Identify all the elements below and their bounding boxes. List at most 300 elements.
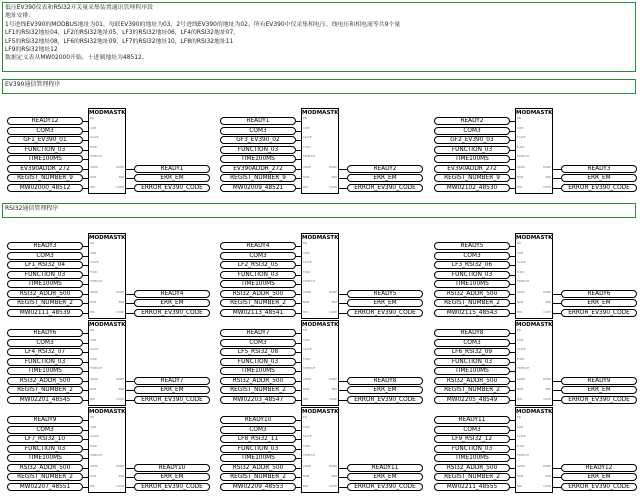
input-pin-label: FUNC bbox=[303, 444, 311, 448]
input-variable[interactable]: REGIST_NUMBER_2 bbox=[434, 473, 510, 481]
output-wire bbox=[126, 381, 134, 382]
output-wire bbox=[339, 390, 347, 391]
input-variable[interactable]: COM3 bbox=[434, 252, 510, 260]
input-wire bbox=[296, 371, 301, 372]
output-pin-label: DONE bbox=[116, 290, 124, 294]
output-variable[interactable]: ERROR_EV390_CODE bbox=[561, 483, 637, 491]
input-wire bbox=[510, 449, 515, 450]
input-variable[interactable]: REGIST_NUMBER_9 bbox=[434, 174, 510, 182]
function-block-body[interactable] bbox=[301, 108, 339, 194]
description-line: 低压EV390仪表和RSI32开关量采集装置通讯管理程序段 bbox=[5, 5, 153, 11]
output-variable[interactable]: ERROR_EV390_CODE bbox=[134, 483, 210, 491]
function-block-body[interactable] bbox=[515, 233, 553, 319]
output-pin-label: ERR bbox=[331, 300, 337, 304]
input-variable[interactable]: READY7 bbox=[220, 329, 296, 337]
input-pin-label: MW bbox=[90, 484, 95, 488]
input-pin-label: COM bbox=[517, 338, 524, 342]
output-variable[interactable]: ERR_EM bbox=[347, 174, 423, 182]
output-wire bbox=[339, 188, 347, 189]
input-wire bbox=[83, 188, 88, 189]
input-wire bbox=[510, 159, 515, 160]
input-pin-label: TIMEOUT bbox=[303, 279, 316, 283]
input-variable[interactable]: REGIST_NUMBER_2 bbox=[7, 299, 83, 307]
input-variable[interactable]: LF8_RSI32_11 bbox=[220, 435, 296, 443]
input-pin-label: SLAVE bbox=[90, 135, 99, 139]
input-wire bbox=[83, 159, 88, 160]
input-pin-label: FUNC bbox=[517, 444, 525, 448]
input-variable[interactable]: RSI32_ADDR_500 bbox=[7, 464, 83, 472]
input-variable[interactable]: REGIST_NUMBER_2 bbox=[220, 473, 296, 481]
input-pin-label: ADDR bbox=[90, 464, 98, 468]
input-pin-label: MW bbox=[517, 484, 522, 488]
input-variable[interactable]: COM3 bbox=[220, 426, 296, 434]
input-variable[interactable]: TIME100MS bbox=[7, 155, 83, 163]
input-wire bbox=[83, 131, 88, 132]
input-pin-label: SLAVE bbox=[517, 434, 526, 438]
input-variable[interactable]: REGIST_NUMBER_9 bbox=[220, 174, 296, 182]
input-variable[interactable]: FUNCTION_03 bbox=[220, 271, 296, 279]
input-variable[interactable]: COM3 bbox=[220, 252, 296, 260]
output-variable[interactable]: ERROR_EV390_CODE bbox=[347, 396, 423, 404]
input-variable[interactable]: FUNCTION_03 bbox=[7, 271, 83, 279]
input-wire bbox=[510, 275, 515, 276]
output-variable[interactable]: READY5 bbox=[347, 290, 423, 298]
input-variable[interactable]: READY9 bbox=[7, 416, 83, 424]
input-variable[interactable]: MW02201_48545 bbox=[7, 396, 83, 404]
input-variable[interactable]: RSI32_ADDR_500 bbox=[434, 464, 510, 472]
output-pin-label: CODE bbox=[543, 310, 551, 314]
input-pin-label: FUNC bbox=[90, 270, 98, 274]
output-wire bbox=[126, 390, 134, 391]
output-pin-label: CODE bbox=[329, 484, 337, 488]
input-pin-label: FUNC bbox=[517, 270, 525, 274]
input-variable[interactable]: EV390ADDR_272 bbox=[220, 165, 296, 173]
input-variable[interactable]: MW02205_48549 bbox=[434, 396, 510, 404]
section-ev390-comment[interactable] bbox=[2, 79, 636, 94]
input-variable[interactable]: READY4 bbox=[220, 242, 296, 250]
input-variable[interactable]: COM3 bbox=[434, 127, 510, 135]
input-variable[interactable]: READY8 bbox=[434, 329, 510, 337]
input-variable[interactable]: READY12 bbox=[7, 117, 83, 125]
input-wire bbox=[296, 430, 301, 431]
input-variable[interactable]: REGIST_NUMBER_2 bbox=[220, 386, 296, 394]
input-variable[interactable]: READY3 bbox=[7, 242, 83, 250]
input-variable[interactable]: COM3 bbox=[434, 339, 510, 347]
function-block-title: MODMASTK bbox=[89, 409, 126, 415]
input-variable[interactable]: REGIST_NUMBER_2 bbox=[434, 299, 510, 307]
input-variable[interactable]: LF2_RSI32_05 bbox=[220, 261, 296, 269]
input-variable[interactable]: MW02009_48521 bbox=[220, 184, 296, 192]
input-variable[interactable]: LF3_RSI32_06 bbox=[434, 261, 510, 269]
input-variable[interactable]: MW02111_48539 bbox=[7, 309, 83, 317]
output-variable[interactable]: ERR_EM bbox=[347, 386, 423, 394]
description-line: LF5的RSI32地址08，LF6的RSI32地址09，LF7的RSI32地址10，LF8的RSI32地址11 bbox=[5, 38, 234, 45]
input-pin-label: TIMEOUT bbox=[517, 453, 530, 457]
input-pin-label: NUM bbox=[517, 300, 524, 304]
output-variable[interactable]: READY8 bbox=[347, 377, 423, 385]
input-pin-label: SLAVE bbox=[90, 347, 99, 351]
input-variable[interactable]: RSI32_ADDR_500 bbox=[220, 290, 296, 298]
output-pin-label: CODE bbox=[116, 484, 124, 488]
output-pin-label: DONE bbox=[543, 377, 551, 381]
output-wire bbox=[553, 487, 561, 488]
input-wire bbox=[83, 430, 88, 431]
output-wire bbox=[126, 313, 134, 314]
input-wire bbox=[296, 169, 301, 170]
input-variable[interactable]: TIME100MS bbox=[434, 454, 510, 462]
function-block-title: MODMASTK bbox=[302, 110, 339, 116]
input-variable[interactable]: TIME100MS bbox=[220, 155, 296, 163]
input-pin-label: NUM bbox=[90, 300, 97, 304]
input-wire bbox=[510, 487, 515, 488]
input-variable[interactable]: READY10 bbox=[220, 416, 296, 424]
output-wire bbox=[553, 294, 561, 295]
section-rsi32-label: RSI32通信管理程序 bbox=[5, 205, 59, 212]
input-wire bbox=[296, 246, 301, 247]
input-wire bbox=[296, 178, 301, 179]
output-variable[interactable]: ERROR_EV390_CODE bbox=[561, 396, 637, 404]
output-variable[interactable]: ERR_EM bbox=[561, 174, 637, 182]
section-ev390-label: EV390通信管理程序 bbox=[5, 81, 61, 88]
function-block-body[interactable] bbox=[515, 407, 553, 493]
input-pin-label: TIMEOUT bbox=[303, 154, 316, 158]
input-wire bbox=[83, 265, 88, 266]
output-variable[interactable]: ERR_EM bbox=[134, 299, 210, 307]
output-variable[interactable]: ERR_EM bbox=[134, 386, 210, 394]
input-pin-label: MW bbox=[303, 484, 308, 488]
input-wire bbox=[510, 477, 515, 478]
output-variable[interactable]: ERROR_EV390_CODE bbox=[347, 309, 423, 317]
input-variable[interactable]: FUNCTION_03 bbox=[7, 445, 83, 453]
input-pin-label: TIMEOUT bbox=[303, 453, 316, 457]
function-block-body[interactable] bbox=[88, 320, 126, 406]
input-wire bbox=[510, 333, 515, 334]
input-variable[interactable]: EV390ADDR_272 bbox=[434, 165, 510, 173]
input-wire bbox=[83, 294, 88, 295]
input-variable[interactable]: COM3 bbox=[220, 339, 296, 347]
function-block-body[interactable] bbox=[301, 320, 339, 406]
input-pin-label: EN bbox=[517, 415, 521, 419]
input-wire bbox=[510, 265, 515, 266]
output-pin-label: ERR bbox=[118, 300, 124, 304]
input-pin-label: SLAVE bbox=[517, 135, 526, 139]
input-wire bbox=[296, 420, 301, 421]
input-variable[interactable]: FUNCTION_03 bbox=[434, 271, 510, 279]
input-pin-label: SLAVE bbox=[303, 135, 312, 139]
output-pin-label: ERR bbox=[118, 175, 124, 179]
input-variable[interactable]: REGIST_NUMBER_2 bbox=[220, 299, 296, 307]
input-pin-label: FUNC bbox=[90, 357, 98, 361]
input-variable[interactable]: TIME100MS bbox=[220, 454, 296, 462]
output-pin-label: DONE bbox=[116, 464, 124, 468]
input-wire bbox=[296, 390, 301, 391]
output-variable[interactable]: READY4 bbox=[134, 290, 210, 298]
input-pin-label: TIMEOUT bbox=[90, 366, 103, 370]
input-wire bbox=[83, 458, 88, 459]
description-line: LF9的RSI32地址12 bbox=[5, 47, 58, 54]
function-block-title: MODMASTK bbox=[302, 409, 339, 415]
output-variable[interactable]: ERR_EM bbox=[347, 473, 423, 481]
input-wire bbox=[510, 343, 515, 344]
input-wire bbox=[83, 303, 88, 304]
input-pin-label: EN bbox=[90, 328, 94, 332]
input-pin-label: MW bbox=[303, 185, 308, 189]
input-wire bbox=[510, 256, 515, 257]
output-variable[interactable]: READY1 bbox=[134, 165, 210, 173]
input-variable[interactable]: MW02115_48543 bbox=[434, 309, 510, 317]
input-variable[interactable]: MW02102_48530 bbox=[434, 184, 510, 192]
input-pin-label: NUM bbox=[303, 175, 310, 179]
input-variable[interactable]: LF4_RSI32_07 bbox=[7, 348, 83, 356]
input-pin-label: ADDR bbox=[517, 165, 525, 169]
description-line: 1号进线EV390的MODBUS地址为01、母联EV390的地址为03、2号进线EV390的地址为02。所有EV390中仅采集相电压、线电压和相电流等共9个量 bbox=[5, 21, 401, 28]
input-variable[interactable]: COM3 bbox=[220, 127, 296, 135]
input-wire bbox=[83, 439, 88, 440]
output-variable[interactable]: READY10 bbox=[134, 464, 210, 472]
input-variable[interactable]: TIME100MS bbox=[7, 454, 83, 462]
output-variable[interactable]: ERR_EM bbox=[134, 174, 210, 182]
input-pin-label: FUNC bbox=[90, 444, 98, 448]
output-variable[interactable]: ERR_EM bbox=[134, 473, 210, 481]
input-pin-label: ADDR bbox=[517, 464, 525, 468]
function-block-title: MODMASTK bbox=[302, 322, 339, 328]
input-pin-label: MW bbox=[303, 397, 308, 401]
input-variable[interactable]: TIME100MS bbox=[7, 367, 83, 375]
input-variable[interactable]: REGIST_NUMBER_9 bbox=[7, 174, 83, 182]
input-pin-label: COM bbox=[90, 425, 97, 429]
output-variable[interactable]: ERROR_EV390_CODE bbox=[561, 184, 637, 192]
output-wire bbox=[553, 169, 561, 170]
input-variable[interactable]: REGIST_NUMBER_2 bbox=[7, 386, 83, 394]
input-variable[interactable]: FUNCTION_03 bbox=[434, 358, 510, 366]
input-wire bbox=[510, 352, 515, 353]
output-variable[interactable]: READY9 bbox=[561, 377, 637, 385]
description-line: 地址安排： bbox=[5, 13, 35, 20]
input-variable[interactable]: TIME100MS bbox=[434, 155, 510, 163]
input-wire bbox=[83, 400, 88, 401]
input-variable[interactable]: RSI32_ADDR_500 bbox=[7, 290, 83, 298]
input-variable[interactable]: GF1_EV390_01 bbox=[7, 136, 83, 144]
input-variable[interactable]: LF6_RSI32_09 bbox=[434, 348, 510, 356]
input-wire bbox=[296, 449, 301, 450]
input-wire bbox=[83, 343, 88, 344]
input-variable[interactable]: READY1 bbox=[220, 117, 296, 125]
section-rsi32-comment[interactable] bbox=[2, 203, 636, 218]
input-variable[interactable]: MW02113_48541 bbox=[220, 309, 296, 317]
input-pin-label: MW bbox=[517, 185, 522, 189]
output-pin-label: CODE bbox=[116, 397, 124, 401]
input-variable[interactable]: COM3 bbox=[7, 252, 83, 260]
input-wire bbox=[83, 449, 88, 450]
output-variable[interactable]: READY6 bbox=[561, 290, 637, 298]
input-pin-label: ADDR bbox=[517, 290, 525, 294]
input-wire bbox=[296, 256, 301, 257]
input-variable[interactable]: FUNCTION_03 bbox=[7, 146, 83, 154]
function-block-body[interactable] bbox=[301, 233, 339, 319]
input-pin-label: TIMEOUT bbox=[90, 154, 103, 158]
input-variable[interactable]: TIME100MS bbox=[434, 280, 510, 288]
input-variable[interactable]: MW02207_48551 bbox=[7, 483, 83, 491]
input-variable[interactable]: MW02209_48553 bbox=[220, 483, 296, 491]
output-pin-label: ERR bbox=[331, 387, 337, 391]
input-variable[interactable]: READY5 bbox=[434, 242, 510, 250]
function-block-body[interactable] bbox=[88, 233, 126, 319]
input-pin-label: ADDR bbox=[517, 377, 525, 381]
input-wire bbox=[296, 400, 301, 401]
input-variable[interactable]: FUNCTION_03 bbox=[434, 445, 510, 453]
output-variable[interactable]: READY7 bbox=[134, 377, 210, 385]
output-variable[interactable]: ERROR_EV390_CODE bbox=[134, 184, 210, 192]
input-variable[interactable]: RSI32_ADDR_500 bbox=[434, 377, 510, 385]
input-wire bbox=[296, 284, 301, 285]
function-block-title: MODMASTK bbox=[89, 322, 126, 328]
input-variable[interactable]: GF3_EV390_02 bbox=[220, 136, 296, 144]
input-wire bbox=[296, 343, 301, 344]
input-variable[interactable]: LF7_RSI32_10 bbox=[7, 435, 83, 443]
input-variable[interactable]: RSI32_ADDR_500 bbox=[7, 377, 83, 385]
input-variable[interactable]: RSI32_ADDR_500 bbox=[434, 290, 510, 298]
output-pin-label: ERR bbox=[331, 474, 337, 478]
output-variable[interactable]: ERR_EM bbox=[347, 299, 423, 307]
input-wire bbox=[83, 487, 88, 488]
input-variable[interactable]: MW02203_48547 bbox=[220, 396, 296, 404]
input-wire bbox=[296, 477, 301, 478]
input-pin-label: NUM bbox=[517, 474, 524, 478]
input-wire bbox=[83, 150, 88, 151]
input-wire bbox=[510, 246, 515, 247]
input-wire bbox=[83, 121, 88, 122]
output-variable[interactable]: READY11 bbox=[347, 464, 423, 472]
output-wire bbox=[126, 188, 134, 189]
output-wire bbox=[339, 303, 347, 304]
input-pin-label: TIMEOUT bbox=[90, 279, 103, 283]
input-variable[interactable]: REGIST_NUMBER_2 bbox=[434, 386, 510, 394]
input-pin-label: ADDR bbox=[303, 290, 311, 294]
output-variable[interactable]: ERROR_EV390_CODE bbox=[134, 309, 210, 317]
input-wire bbox=[510, 468, 515, 469]
output-wire bbox=[553, 303, 561, 304]
output-pin-label: DONE bbox=[329, 165, 337, 169]
input-pin-label: NUM bbox=[517, 387, 524, 391]
input-wire bbox=[510, 294, 515, 295]
input-variable[interactable]: MW02000_48512 bbox=[7, 184, 83, 192]
input-variable[interactable]: COM3 bbox=[7, 426, 83, 434]
input-variable[interactable]: LF5_RSI32_08 bbox=[220, 348, 296, 356]
input-pin-label: SLAVE bbox=[303, 260, 312, 264]
input-wire bbox=[296, 121, 301, 122]
input-pin-label: SLAVE bbox=[90, 260, 99, 264]
function-block-body[interactable] bbox=[88, 407, 126, 493]
output-wire bbox=[553, 188, 561, 189]
input-wire bbox=[510, 303, 515, 304]
input-variable[interactable]: RSI32_ADDR_500 bbox=[220, 377, 296, 385]
input-variable[interactable]: TIME100MS bbox=[220, 367, 296, 375]
output-pin-label: DONE bbox=[116, 165, 124, 169]
input-variable[interactable]: FUNCTION_03 bbox=[220, 146, 296, 154]
output-variable[interactable]: ERR_EM bbox=[561, 386, 637, 394]
output-variable[interactable]: ERROR_EV390_CODE bbox=[561, 309, 637, 317]
output-wire bbox=[126, 169, 134, 170]
input-pin-label: NUM bbox=[303, 387, 310, 391]
output-pin-label: DONE bbox=[543, 464, 551, 468]
output-variable[interactable]: ERROR_EV390_CODE bbox=[347, 483, 423, 491]
input-wire bbox=[296, 188, 301, 189]
input-pin-label: MW bbox=[90, 310, 95, 314]
input-pin-label: COM bbox=[303, 425, 310, 429]
input-variable[interactable]: COM3 bbox=[7, 127, 83, 135]
output-variable[interactable]: READY3 bbox=[561, 165, 637, 173]
input-wire bbox=[510, 362, 515, 363]
output-wire bbox=[339, 381, 347, 382]
input-wire bbox=[83, 390, 88, 391]
input-variable[interactable]: RSI32_ADDR_500 bbox=[220, 464, 296, 472]
output-wire bbox=[339, 178, 347, 179]
input-variable[interactable]: TIME100MS bbox=[7, 280, 83, 288]
input-variable[interactable]: FUNCTION_03 bbox=[7, 358, 83, 366]
input-pin-label: EN bbox=[517, 328, 521, 332]
input-variable[interactable]: MW02211_48555 bbox=[434, 483, 510, 491]
input-wire bbox=[83, 178, 88, 179]
function-block-body[interactable] bbox=[515, 320, 553, 406]
input-variable[interactable]: READY2 bbox=[434, 117, 510, 125]
input-pin-label: EN bbox=[303, 116, 307, 120]
input-pin-label: COM bbox=[90, 338, 97, 342]
input-pin-label: ADDR bbox=[303, 165, 311, 169]
output-pin-label: CODE bbox=[543, 185, 551, 189]
input-pin-label: NUM bbox=[90, 387, 97, 391]
input-pin-label: ADDR bbox=[90, 165, 98, 169]
input-variable[interactable]: COM3 bbox=[7, 339, 83, 347]
input-variable[interactable]: FUNCTION_03 bbox=[220, 358, 296, 366]
input-variable[interactable]: COM3 bbox=[434, 426, 510, 434]
input-variable[interactable]: TIME100MS bbox=[220, 280, 296, 288]
output-pin-label: CODE bbox=[329, 185, 337, 189]
input-variable[interactable]: TIME100MS bbox=[434, 367, 510, 375]
input-variable[interactable]: LF9_RSI32_12 bbox=[434, 435, 510, 443]
input-pin-label: EN bbox=[517, 241, 521, 245]
input-pin-label: COM bbox=[303, 251, 310, 255]
output-variable[interactable]: ERR_EM bbox=[561, 299, 637, 307]
input-variable[interactable]: LF1_RSI32_04 bbox=[7, 261, 83, 269]
input-wire bbox=[83, 352, 88, 353]
input-pin-label: TIMEOUT bbox=[517, 366, 530, 370]
input-pin-label: SLAVE bbox=[90, 434, 99, 438]
output-variable[interactable]: READY12 bbox=[561, 464, 637, 472]
input-variable[interactable]: READY6 bbox=[7, 329, 83, 337]
input-variable[interactable]: FUNCTION_03 bbox=[434, 146, 510, 154]
input-wire bbox=[83, 313, 88, 314]
function-block-body[interactable] bbox=[515, 108, 553, 194]
input-pin-label: TIMEOUT bbox=[517, 279, 530, 283]
function-block-body[interactable] bbox=[301, 407, 339, 493]
output-variable[interactable]: READY2 bbox=[347, 165, 423, 173]
output-variable[interactable]: ERROR_EV390_CODE bbox=[347, 184, 423, 192]
input-wire bbox=[510, 439, 515, 440]
output-pin-label: ERR bbox=[545, 474, 551, 478]
input-variable[interactable]: EV390ADDR_272 bbox=[7, 165, 83, 173]
output-wire bbox=[126, 468, 134, 469]
input-variable[interactable]: READY11 bbox=[434, 416, 510, 424]
input-variable[interactable]: FUNCTION_03 bbox=[220, 445, 296, 453]
input-wire bbox=[510, 430, 515, 431]
output-variable[interactable]: ERR_EM bbox=[561, 473, 637, 481]
input-variable[interactable]: REGIST_NUMBER_2 bbox=[7, 473, 83, 481]
input-wire bbox=[296, 468, 301, 469]
input-variable[interactable]: GF2_EV390_03 bbox=[434, 136, 510, 144]
function-block-body[interactable] bbox=[88, 108, 126, 194]
output-variable[interactable]: ERROR_EV390_CODE bbox=[134, 396, 210, 404]
output-wire bbox=[339, 468, 347, 469]
